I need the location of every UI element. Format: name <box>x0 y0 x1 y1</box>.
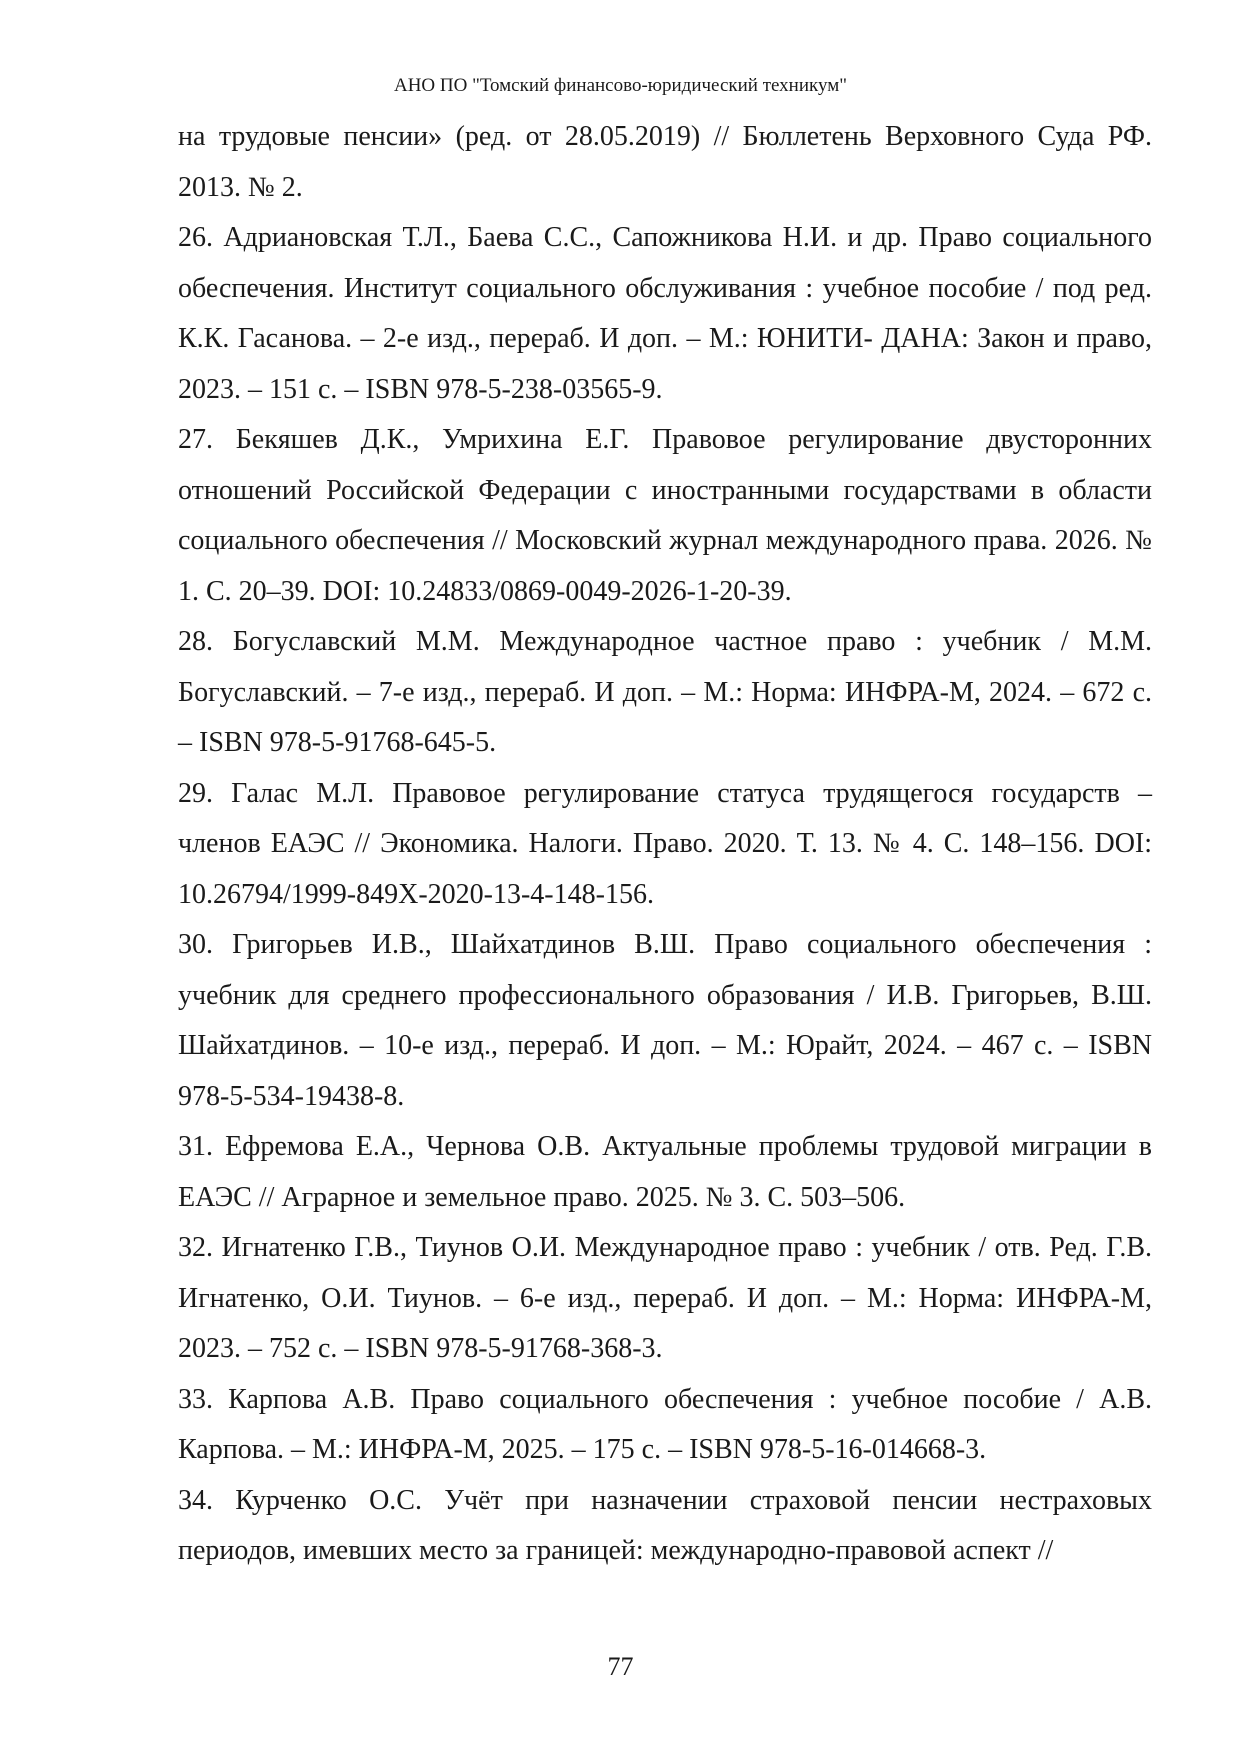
reference-entry <box>178 1476 1152 1577</box>
reference-line: социального обеспечения. Институт социального обслуживания : учебное <box>178 222 1152 304</box>
reference-entry <box>178 1122 1152 1223</box>
reference-line: членов ЕАЭС // Экономика. Налоги. Право. 2020. Т. 13. № 4. С. 148–156. <box>178 828 1085 859</box>
reference-line: ИНФРА-М, 2023. – 752 с. – ISBN 978-5-91768-368-3. <box>178 1282 1153 1364</box>
reference-line: В.Ш. Шайхатдинов. – 10-е изд., перераб. И доп. – М.: Юрайт, 2024. – 467 с. – <box>178 979 1153 1061</box>
reference-line: 29. Галас М.Л. Правовое регулирование статуса трудящегося государств – <box>178 777 1152 809</box>
reference-line: 672 с. – ISBN 978-5-91768-645-5. <box>178 676 1152 758</box>
page-header: АНО ПО "Томский финансово-юридический техникум" <box>393 75 848 96</box>
reference-line: 31. Ефремова Е.А., Чернова О.В. Актуальные проблемы трудовой миграции в <box>178 1131 1152 1162</box>
reference-line: ДАНА: Закон и право, 2023. – 151 с. – ISBN 978-5-238-03565-9. <box>178 323 1152 405</box>
reference-line: 28. Богуславский М.М. Международное частное право : учебник / М.М. <box>178 626 1152 657</box>
reference-line: пособие / под ред. К.К. Гасанова. – 2-е изд., перераб. И доп. – М.: ЮНИТИ- <box>178 272 1152 354</box>
reference-entry <box>178 1223 1152 1375</box>
reference-line: ЕАЭС // Аграрное и земельное право. 2025. № 3. С. 503–506. <box>178 1181 906 1213</box>
reference-entry <box>178 415 1152 617</box>
reference-line: 32. Игнатенко Г.В., Тиунов О.И. Международное право : учебник / отв. Ред. <box>178 1232 1098 1263</box>
reference-entry <box>178 213 1152 415</box>
page-number: 77 <box>607 1652 634 1681</box>
reference-line: 27. Бекяшев Д.К., Умрихина Е.Г. Правовое регулирование двусторонних <box>178 424 1152 455</box>
reference-line: DOI: 10.26794/1999-849X-2020-13-4-148-156. <box>178 828 1153 910</box>
reference-line: ISBN 978-5-534-19438-8. <box>178 1030 1152 1112</box>
reference-line: социального обеспечения // Московский журнал международного права. <box>178 525 1048 556</box>
reference-entry <box>178 769 1152 921</box>
reference-list <box>178 112 1152 1577</box>
reference-entry <box>178 920 1152 1122</box>
reference-line: 33. Карпова А.В. Право социального обеспечения : учебное пособие / А.В. <box>178 1383 1152 1415</box>
reference-line: отношений Российской Федерации с иностранными государствами в области <box>178 474 1152 506</box>
reference-line: Карпова. – М.: ИНФРА-М, 2025. – 175 с. – ISBN 978-5-16-014668-3. <box>178 1434 987 1465</box>
reference-entry <box>178 112 1152 213</box>
reference-line: Богуславский. – 7-е изд., перераб. И доп. – М.: Норма: ИНФРА-М, 2024. – <box>178 676 1075 708</box>
reference-line: 2013. № 2. <box>178 171 303 203</box>
reference-line: Г.В. Игнатенко, О.И. Тиунов. – 6-е изд., перераб. И доп. – М.: Норма: <box>178 1232 1153 1314</box>
reference-line: на трудовые пенсии» (ред. от 28.05.2019) // Бюллетень Верховного Суда РФ. <box>178 121 1152 152</box>
reference-line: 26. Адриановская Т.Л., Баева С.С., Сапожникова Н.И. и др. Право <box>178 222 993 253</box>
reference-line: периодов, имевших место за границей: международно-правовой аспект // <box>178 1535 1054 1566</box>
reference-entry <box>178 1375 1152 1476</box>
reference-line: 30. Григорьев И.В., Шайхатдинов В.Ш. Право социального обеспечения : <box>178 929 1152 960</box>
reference-entry <box>178 617 1152 769</box>
reference-line: 34. Курченко О.С. Учёт при назначении страховой пенсии нестраховых <box>178 1484 1152 1516</box>
reference-line: учебник для среднего профессионального образования / И.В. Григорьев, <box>178 979 1080 1011</box>
reference-line: 2026. № 1. С. 20–39. DOI: 10.24833/0869-0049-2026-1-20-39. <box>178 525 1152 607</box>
